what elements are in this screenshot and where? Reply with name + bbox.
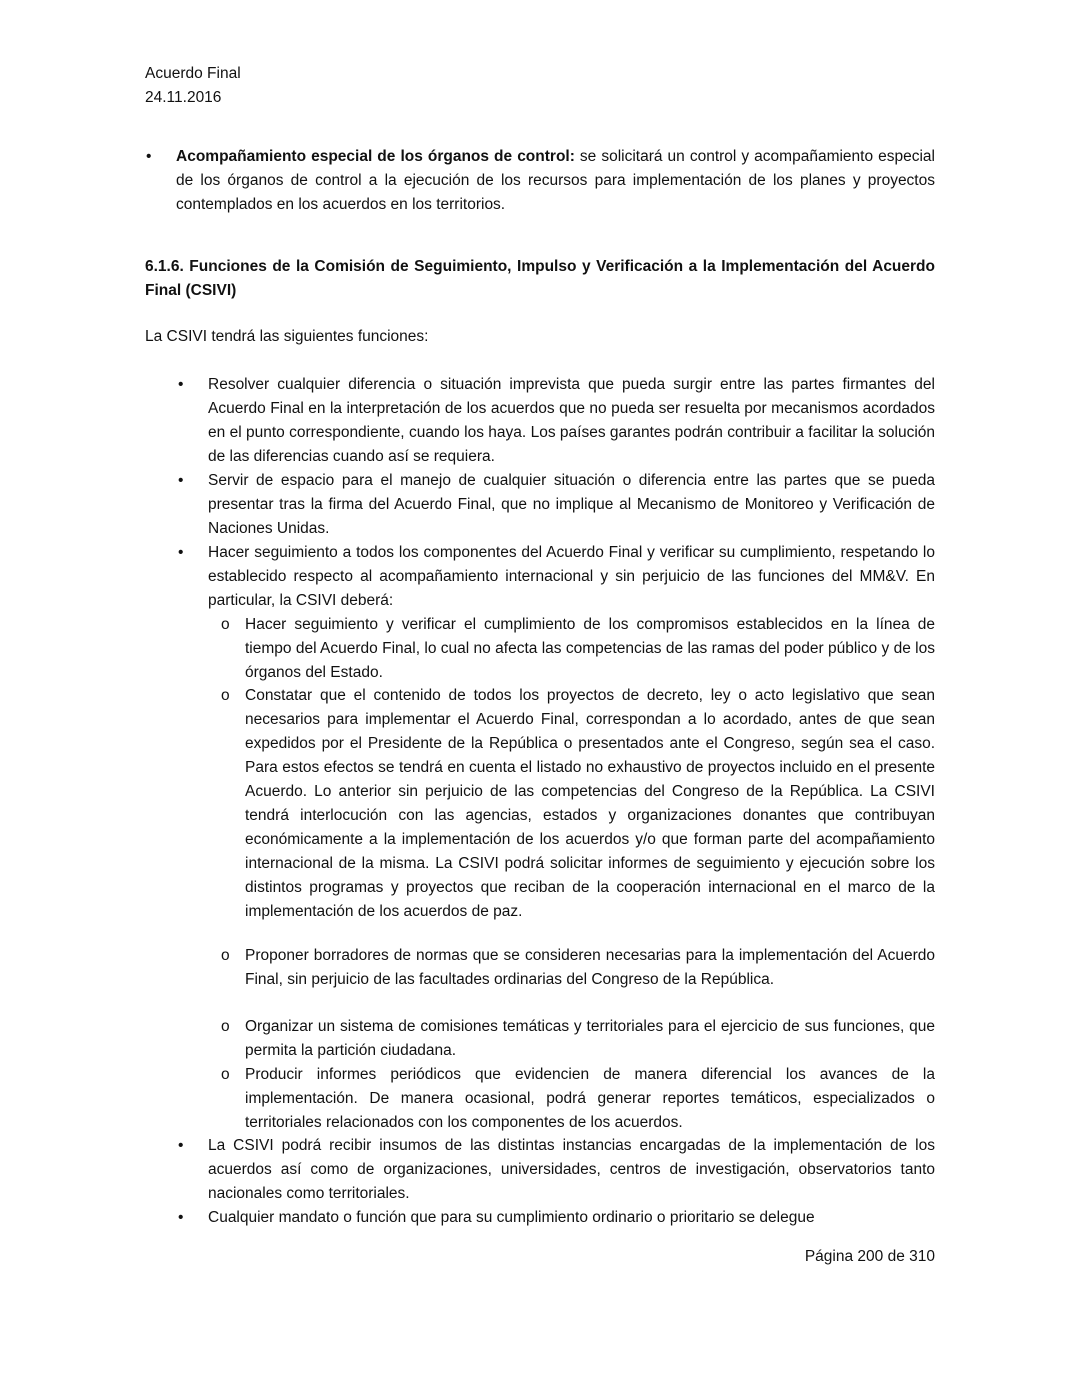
sub-bullet-icon: o — [221, 616, 230, 633]
page-number: Página 200 de 310 — [804, 1248, 935, 1265]
bullet-icon: • — [178, 376, 184, 393]
bullet-icon: • — [178, 1137, 184, 1154]
section-heading: 6.1.6. Funciones de la Comisión de Seguimiento, Impulso y Verificación a la Implementación del Acuerdo Final (CSIVI) — [145, 258, 935, 299]
sub-bullet-icon: o — [221, 687, 230, 704]
control-bodies-bullet — [176, 145, 935, 217]
list-item: Servir de espacio para el manejo de cualquier situación o diferencia entre las partes que se pueda presentar tras la firma del Acuerdo Final, que no implique al Mecanismo de Monitoreo y Verificación de Naciones Unidas. — [208, 472, 935, 537]
sub-bullet-icon: o — [221, 1066, 230, 1083]
bullet-text: se solicitará un control y acompañamiento especial de los órganos de control a la ejecución de los recursos para implementación de los planes y proyectos contemplados en los acuerdos en los territorios. — [176, 148, 935, 213]
bullet-icon: • — [146, 148, 152, 165]
sub-bullet-icon: o — [221, 1018, 230, 1035]
header-date: 24.11.2016 — [145, 89, 222, 106]
bullet-icon: • — [178, 1209, 184, 1226]
sub-list-item: Proponer borradores de normas que se consideren necesarias para la implementación del Acuerdo Final, sin perjuicio de las facultades ordinarias del Congreso de la República. — [245, 947, 935, 988]
bullet-icon: • — [178, 544, 184, 561]
section-intro: La CSIVI tendrá las siguientes funciones: — [145, 328, 429, 345]
list-item: Cualquier mandato o función que para su cumplimiento ordinario o prioritario se delegue — [208, 1209, 815, 1226]
header-title: Acuerdo Final — [145, 65, 241, 82]
sub-bullet-icon: o — [221, 947, 230, 964]
bullet-bold-lead: Acompañamiento especial de los órganos de control: — [176, 148, 575, 165]
sub-list-item: Organizar un sistema de comisiones temáticas y territoriales para el ejercicio de sus funciones, que permita la partición ciudadana. — [245, 1018, 935, 1059]
list-item: Resolver cualquier diferencia o situación imprevista que pueda surgir entre las partes firmantes del Acuerdo Final en la interpretación de los acuerdos que no pueda ser resuelta por mecanismos acordados en el punto correspondiente, cuando los haya. Los países garantes podrán contribuir a facilitar la solución de las diferencias cuando así se requiera. — [208, 376, 935, 465]
list-item: La CSIVI podrá recibir insumos de las distintas instancias encargadas de la implementación de los acuerdos así como de organizaciones, universidades, centros de investigación, observatorios tanto nacionales como territoriales. — [208, 1137, 935, 1202]
sub-list-item: Constatar que el contenido de todos los proyectos de decreto, ley o acto legislativo que sean necesarios para implementar el Acuerdo Final, correspondan a lo acordado, antes de que sean expedidos por el Presidente de la República o presentados ante el Congreso, según sea el caso. Para estos efectos se tendrá en cuenta el listado no exhaustivo de proyectos incluido en el presente Acuerdo. Lo anterior sin perjuicio de las competencias del Congreso de la República. La CSIVI tendrá interlocución con las agencias, estados y organizaciones donantes que contribuyan económicamente a la implementación de los acuerdos y/o que forman parte del acompañamiento internacional de la misma. La CSIVI podrá solicitar informes de seguimiento y ejecución sobre los distintos programas y proyectos que reciban de la cooperación internacional en el marco de la implementación de los acuerdos de paz. — [245, 687, 935, 920]
sub-list-item: Producir informes periódicos que evidencien de manera diferencial los avances de la implementación. De manera ocasional, podrá generar reportes temáticos, especializados o territoriales relacionados con los componentes de los acuerdos. — [245, 1066, 935, 1131]
bullet-icon: • — [178, 472, 184, 489]
list-item: Hacer seguimiento a todos los componentes del Acuerdo Final y verificar su cumplimiento, respetando lo establecido respecto al acompañamiento internacional y sin perjuicio de las funciones del MM&V. En particular, la CSIVI deberá: — [208, 544, 935, 609]
sub-list-item: Hacer seguimiento y verificar el cumplimiento de los compromisos establecidos en la línea de tiempo del Acuerdo Final, lo cual no afecta las competencias de las ramas del poder público y de los órganos del Estado. — [245, 616, 935, 681]
